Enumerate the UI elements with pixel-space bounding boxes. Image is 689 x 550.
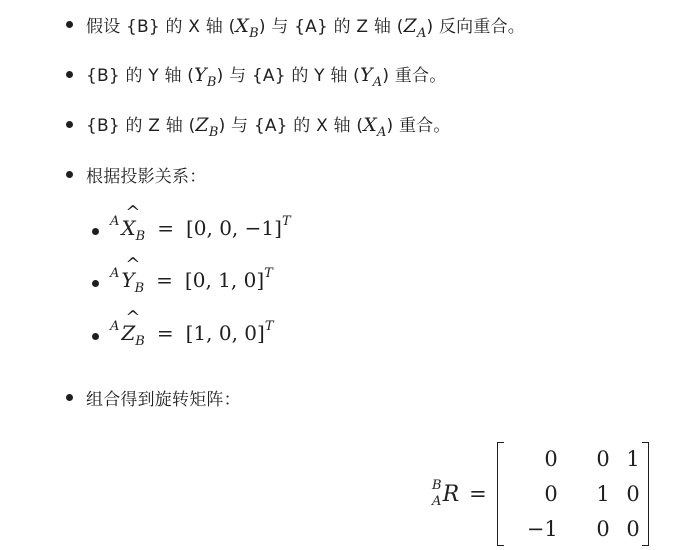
bullet-dot [92, 228, 99, 235]
math-sub: B [208, 125, 219, 140]
projection-formula-x: A X ^ B = [0, 0, −1] T [110, 202, 291, 244]
math-var: X [363, 114, 377, 136]
math-sup: T [264, 319, 274, 334]
math-sub: B [206, 75, 217, 90]
bullet-dot [66, 21, 73, 28]
matrix-cell: 0 [626, 517, 640, 541]
projection-formula-y: A Y ^ B = [0, 1, 0] T [110, 254, 273, 296]
text-segment: 重合。 [389, 66, 447, 86]
matrix-cell: 0 [544, 482, 558, 506]
bullet-dot [66, 121, 73, 128]
bullet-dot [66, 71, 73, 78]
math-var: Z [121, 321, 136, 345]
text-segment: 假设 {B} 的 X 轴 [86, 17, 229, 37]
text-segment: 重合。 [393, 116, 451, 136]
matrix-grid [506, 442, 640, 546]
math-var: R [442, 481, 460, 507]
math-sup: T [264, 266, 273, 281]
matrix-cell: 0 [626, 482, 640, 506]
math-var: Z [195, 114, 209, 136]
math-var: Y [360, 64, 373, 86]
matrix-brackets [497, 442, 649, 546]
math-var: X [121, 216, 136, 240]
math-presup: A [110, 214, 120, 229]
matrix-cell: 0 [596, 517, 610, 541]
math-sub: B [135, 334, 145, 349]
math-presup: A [110, 319, 120, 334]
bullet-dot [92, 333, 99, 340]
math-var: Y [194, 64, 207, 86]
math-sub: B [249, 26, 259, 41]
text-segment: {B} 的 Z 轴 [86, 116, 189, 136]
math-presup: A [110, 266, 120, 281]
matrix-cell: −1 [526, 517, 558, 541]
matrix-cell: 1 [596, 482, 610, 506]
math-sub: A [372, 75, 383, 90]
text-segment: 反向重合。 [433, 17, 525, 37]
math-equals: = [469, 482, 487, 506]
rotation-matrix-equation [432, 440, 649, 548]
bullet-text-b1: 假设 {B} 的 X 轴 $(X_B)$ 与 {A} 的 Z 轴 $(Z_A)$ 反向重合。 [86, 15, 525, 41]
matrix-cell: 0 [544, 447, 558, 471]
matrix-cell: 0 [596, 447, 610, 471]
bullet-dot [92, 280, 99, 287]
bullet-text-b3: {B} 的 Z 轴 $(Z_B)$ 与 {A} 的 X 轴 $(X_A)$ 重合。 [86, 114, 451, 140]
bullet-text-b5: 组合得到旋转矩阵： [86, 390, 241, 410]
math-sub: B [134, 281, 145, 296]
math-var: Z [403, 15, 417, 37]
math-sub: A [376, 125, 387, 140]
math-vector: [1, 0, 0] [185, 321, 265, 345]
math-sub: A [416, 26, 427, 41]
math-presub: A [432, 494, 442, 509]
matrix-lhs [432, 478, 487, 510]
math-var: X [235, 15, 250, 37]
math-presup: B [432, 478, 442, 493]
text-segment: 与 {A} 的 X 轴 [225, 116, 357, 136]
math-vector: [0, 0, −1] [185, 216, 282, 240]
text-segment: 与 {A} 的 Z 轴 [265, 17, 397, 37]
math-sup: T [281, 214, 291, 229]
math-sub: B [135, 229, 146, 244]
bullet-text-b2: {B} 的 Y 轴 $(Y_B)$ 与 {A} 的 Y 轴 $(Y_A)$ 重合。 [86, 64, 447, 90]
bullet-text-b4: 根据投影关系： [86, 167, 207, 187]
bullet-dot [66, 394, 73, 401]
text-segment: {B} 的 Y 轴 [86, 66, 188, 86]
text-segment: 与 {A} 的 Y 轴 [223, 66, 354, 86]
projection-formula-z: A Z ^ B = [1, 0, 0] T [110, 307, 274, 349]
matrix-cell: 1 [626, 447, 640, 471]
bullet-dot [66, 171, 73, 178]
math-vector: [0, 1, 0] [184, 268, 265, 292]
math-var: Y [121, 268, 135, 292]
